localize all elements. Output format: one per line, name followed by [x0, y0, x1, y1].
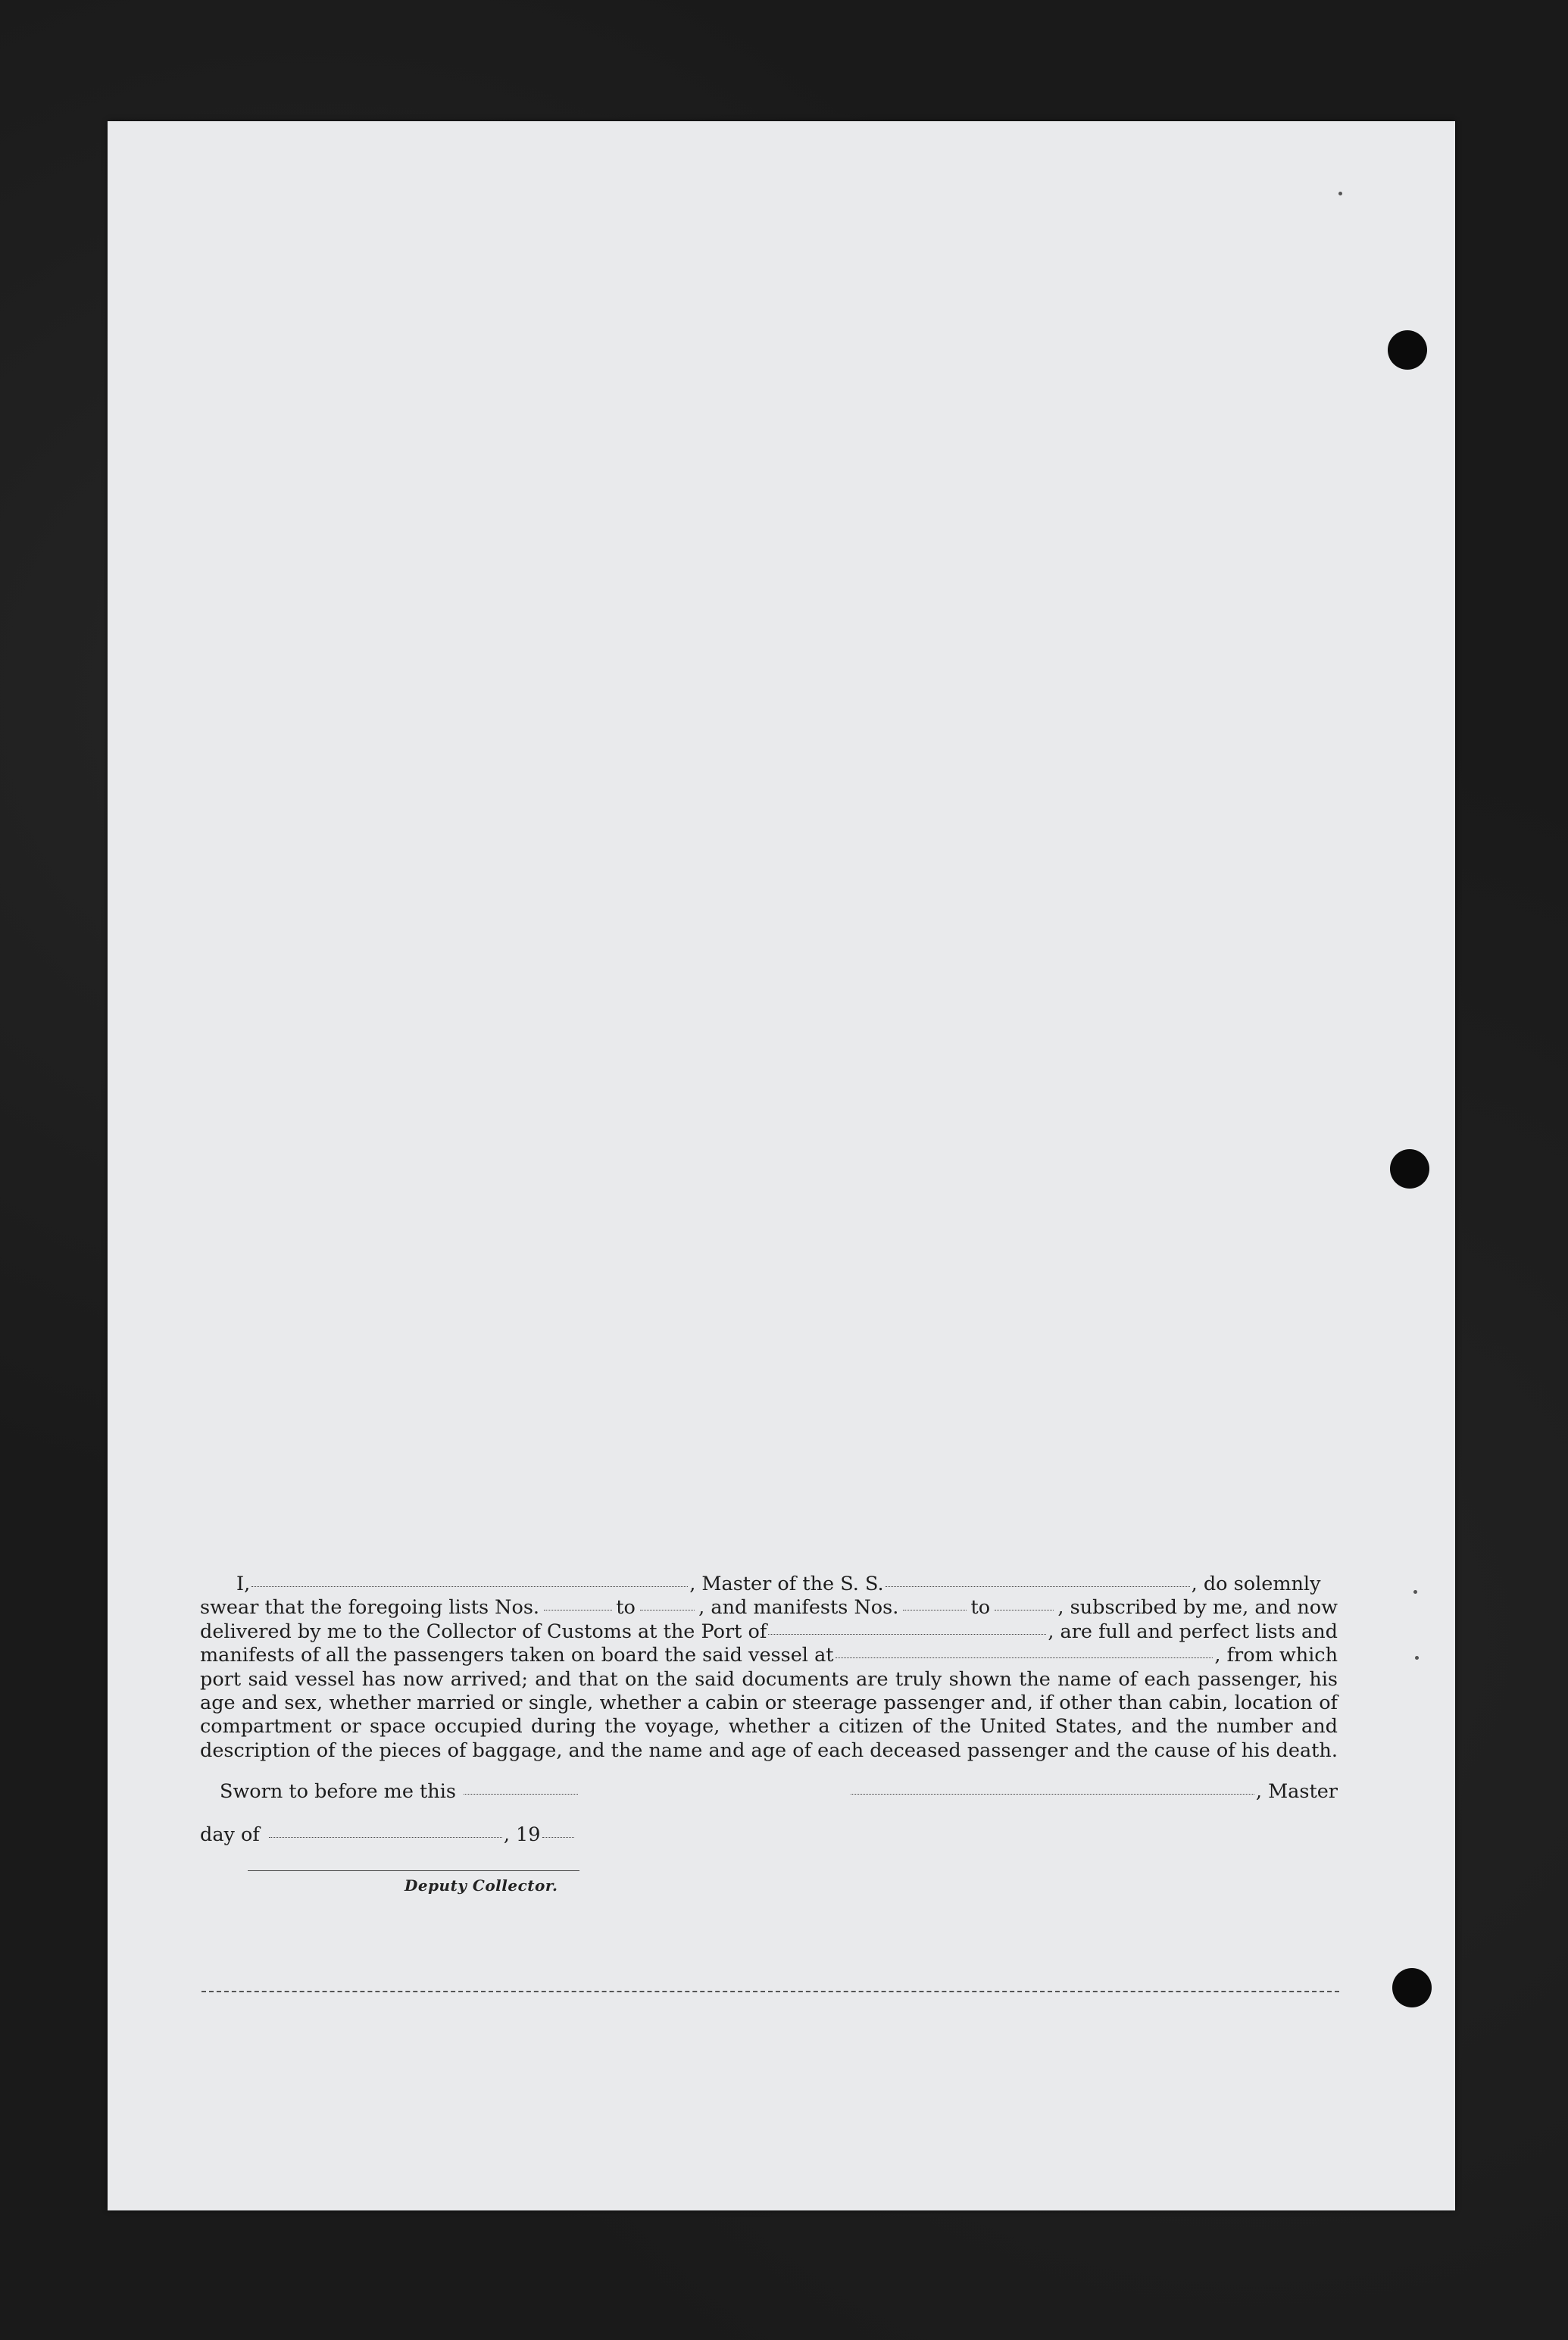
oath-paragraph: [200, 1573, 1338, 1763]
scan-speck: [1415, 1656, 1419, 1660]
punch-hole: [1392, 1968, 1432, 2007]
master-name-field[interactable]: [251, 1586, 688, 1587]
manifests-to-field[interactable]: [995, 1610, 1054, 1611]
oath-text: , are full and perfect lists and: [1048, 1620, 1338, 1643]
scan-speck: [1338, 192, 1342, 195]
oath-text: , do solemnly: [1191, 1573, 1321, 1595]
oath-line-4: [200, 1644, 1338, 1667]
departure-port-field[interactable]: [836, 1657, 1213, 1658]
lists-to-field[interactable]: [640, 1610, 695, 1611]
master-label: , Master: [1255, 1780, 1338, 1803]
oath-text: I,: [236, 1573, 251, 1595]
sworn-label: Sworn to before me this: [220, 1780, 456, 1803]
oath-text: to: [616, 1596, 636, 1620]
oath-text: swear that the foregoing lists Nos.: [200, 1596, 540, 1620]
oath-text: , subscribed by me, and now: [1057, 1596, 1338, 1620]
bottom-divider: [201, 1991, 1339, 1992]
scan-speck: [1413, 1590, 1417, 1594]
oath-text: , Master of the S. S.: [689, 1573, 884, 1595]
deputy-collector-label: Deputy Collector.: [404, 1876, 558, 1895]
sworn-row: [200, 1780, 1338, 1803]
oath-text: , and manifests Nos.: [698, 1596, 899, 1620]
master-signature-field[interactable]: [851, 1794, 1254, 1795]
deputy-signature-line[interactable]: [248, 1870, 579, 1871]
oath-text: manifests of all the passengers taken on board the said vessel at: [200, 1644, 834, 1667]
oath-body: port said vessel has now arrived; and that on the said documents are truly shown the name of each passenger, his age and sex, whether married or single, whether a cabin or steerage passenger and, if other than cabin, location of compartment or space occupied during the voyage, whether a citizen of the United States, and the number and description of the pieces of baggage, and the name and age of each deceased passenger and the cause of his death.: [200, 1667, 1338, 1762]
lists-from-field[interactable]: [544, 1610, 612, 1611]
day-of-label: day of: [200, 1823, 260, 1846]
port-field[interactable]: [768, 1634, 1046, 1635]
year-label: , 19: [503, 1823, 541, 1846]
oath-text: delivered by me to the Collector of Customs at the Port of: [200, 1620, 767, 1643]
punch-hole: [1388, 330, 1427, 370]
oath-text: to: [970, 1596, 991, 1620]
oath-line-3: [200, 1620, 1338, 1644]
oath-text: , from which: [1214, 1644, 1338, 1667]
manifests-from-field[interactable]: [903, 1610, 967, 1611]
sworn-day-field[interactable]: [464, 1794, 579, 1795]
punch-hole: [1390, 1149, 1429, 1189]
oath-line-2: [200, 1596, 1338, 1620]
month-field[interactable]: [269, 1837, 502, 1838]
document-page: [108, 121, 1455, 2210]
day-of-row: [200, 1823, 1338, 1846]
vessel-name-field[interactable]: [886, 1586, 1190, 1587]
year-field[interactable]: [542, 1837, 574, 1838]
oath-line-1: [200, 1573, 1338, 1596]
